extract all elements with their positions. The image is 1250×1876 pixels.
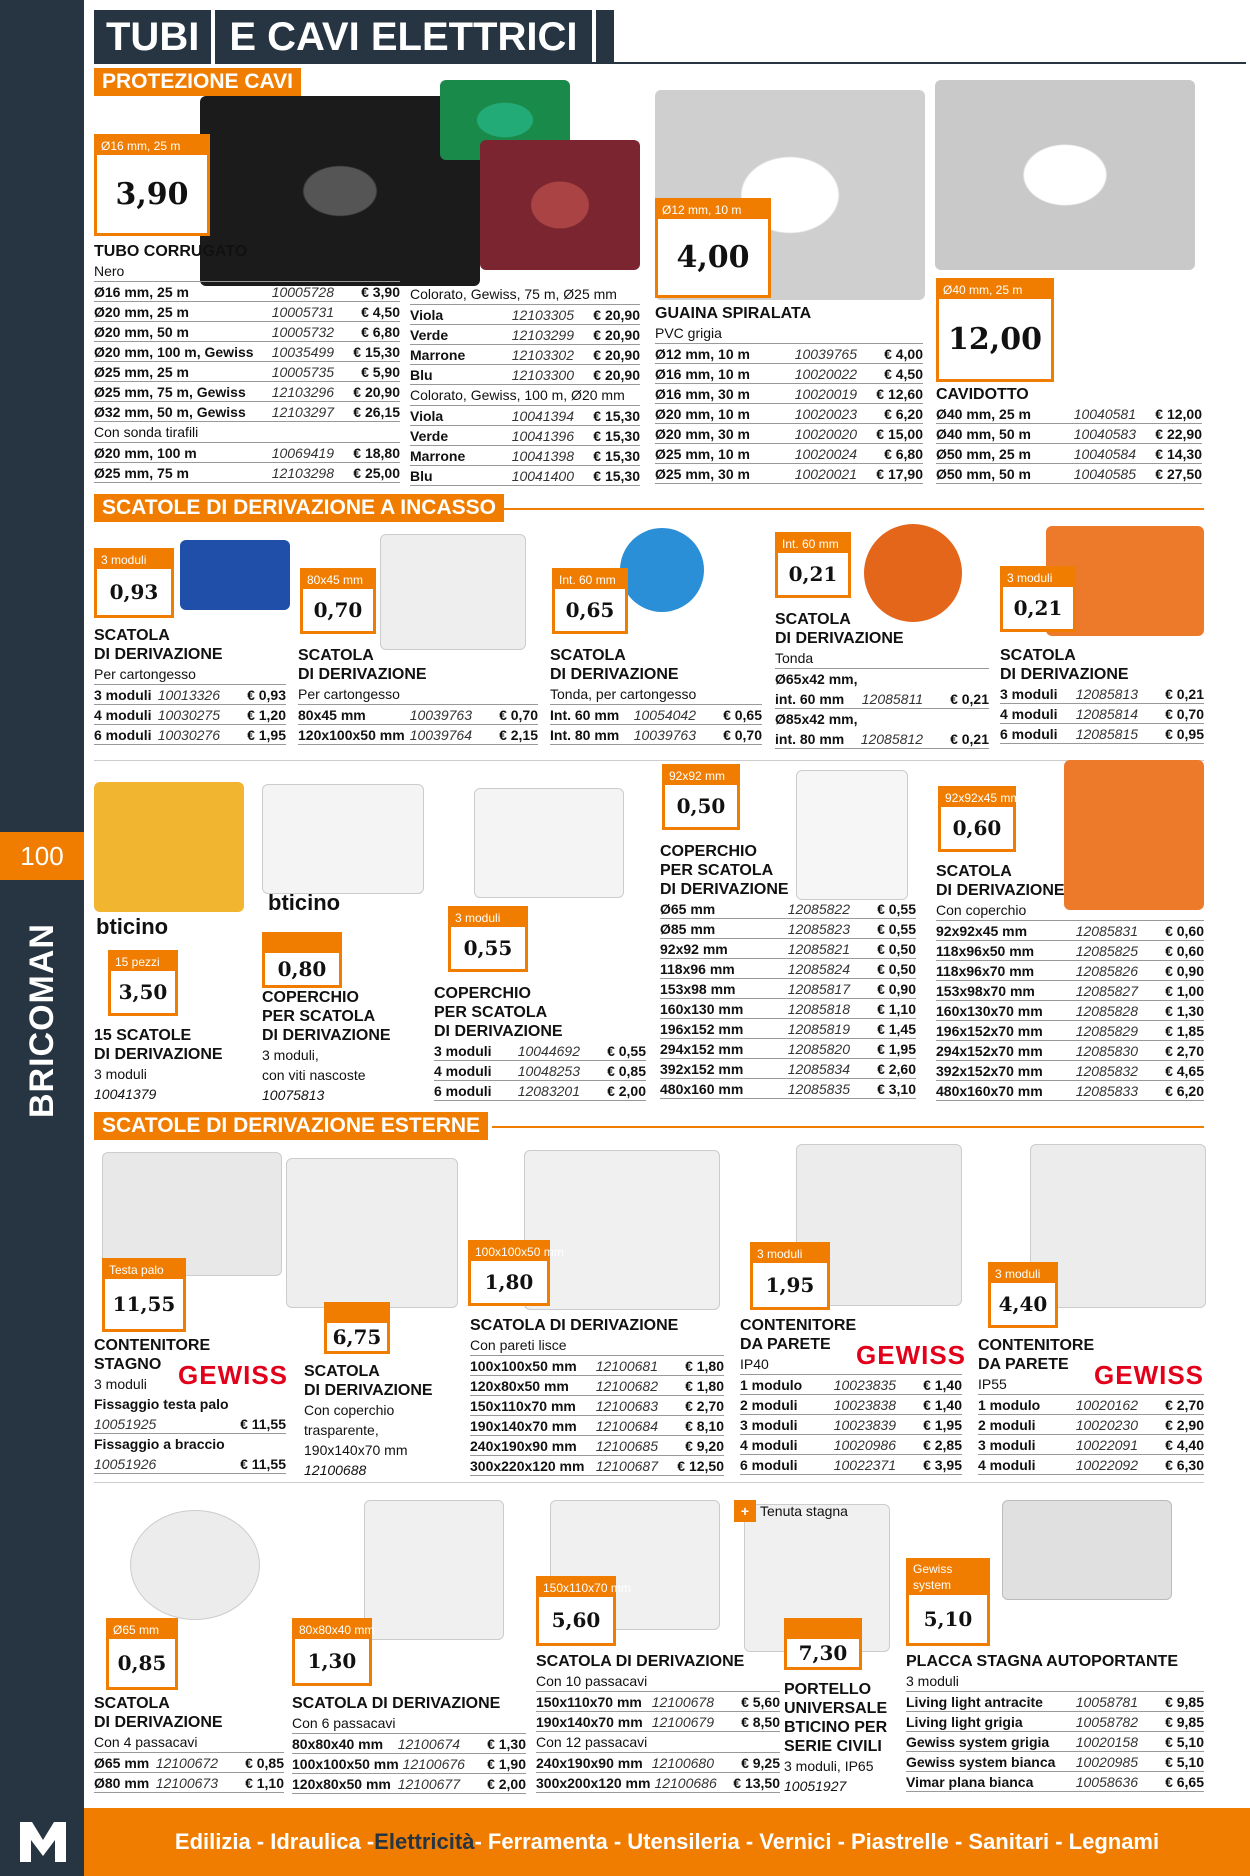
scatola-6-passacavi-block: SCATOLA DI DERIVAZIONE Con 6 passacavi 80x80x40 mm 12100674 € 1,30 100x100x50 mm 12100676 € 1,90 120x80x50 mm 12100677 € 2,00 — [292, 1694, 526, 1794]
price-tag: 3 moduli 0,21 — [1000, 566, 1076, 632]
price-tag: Ø12 mm, 10 m 4,00 — [655, 198, 771, 298]
coperchio-3-block: COPERCHIO PER SCATOLA DI DERIVAZIONE Ø65 mm 12085822 € 0,55 Ø85 mm 12085823 € 0,55 92x92 mm 12085821 € 0,50 118x96 mm 12085824 € 0,50 153x98 mm 12085817 € 0,90 160x130 mm 12085818 € 1,10 196x152 mm 12085819 € 1,45 294x152 mm 12085820 € 1,95 392x152 mm 12085834 € 2,60 480x160 mm 12085835 € 3,10 — [660, 842, 916, 1099]
contenitore-parete-ip55-block: CONTENITORE DA PARETE IP55 1 modulo 10020162 € 2,70 2 moduli 10020230 € 2,90 3 moduli 10022091 € 4,40 4 moduli 10022092 € 6,30 — [978, 1336, 1204, 1475]
gewiss-logo: GEWISS — [1094, 1360, 1205, 1390]
section-protezione-cavi: PROTEZIONE CAVI — [94, 68, 301, 96]
scatola-pareti-lisce-block: SCATOLA DI DERIVAZIONE Con pareti lisce 100x100x50 mm 12100681 € 1,80 120x80x50 mm 12100682 € 1,80 150x110x70 mm 12100683 € 2,70 190x140x70 mm 12100684 € 8,10 240x190x90 mm 12100685 € 9,20 300x220x120 mm 12100687 € 12,50 — [470, 1316, 724, 1476]
smooth-box-image — [524, 1150, 720, 1310]
price-tag: Int. 60 mm 0,65 — [552, 568, 628, 634]
cover-image — [474, 788, 624, 898]
section-esterne: SCATOLE DI DERIVAZIONE ESTERNE — [94, 1112, 488, 1140]
price-tag: Testa palo 11,55 — [102, 1258, 186, 1332]
transparent-box-image — [286, 1158, 458, 1308]
price-tag: Ø16 mm, 25 m 3,90 — [94, 134, 210, 236]
price-tag: 80x45 mm 0,70 — [300, 568, 376, 634]
price-tag: 3 moduli 0,55 — [448, 906, 528, 972]
round-orange-box-image — [864, 524, 962, 622]
white-box-image — [380, 534, 526, 650]
cavidotto-block: CAVIDOTTO Ø40 mm, 25 m 10040581 € 12,00 Ø40 mm, 50 m 10040583 € 22,90 Ø50 mm, 25 m 10040584 € 14,30 Ø50 mm, 50 m 10040585 € 27,50 — [936, 385, 1202, 484]
price-tag: 15 pezzi 3,50 — [108, 950, 178, 1016]
placca-stagna-block: PLACCA STAGNA AUTOPORTANTE 3 moduli Living light antracite 10058781 € 9,85 Living light grigia 10058782 € 9,85 Gewiss system grigia 10020158 € 5,10 Gewiss system bianca 10020985 € 5,10 Vimar plana bianca 10058636 € 6,65 — [906, 1652, 1204, 1792]
scatola-inc1-block: SCATOLA DI DERIVAZIONE Per cartongesso 3 moduli 10013326 € 0,93 4 moduli 10030275 € 1,20 6 moduli 10030276 € 1,95 — [94, 626, 286, 745]
price-tag: 92x92x45 mm 0,60 — [938, 786, 1016, 852]
page-number: 100 — [0, 832, 84, 880]
scatola-tonda-block: SCATOLA DI DERIVAZIONE Con 4 passacavi Ø65 mm 12100672 € 0,85 Ø80 mm 12100673 € 1,10 — [94, 1694, 284, 1793]
page-title: TUBI E CAVI ELETTRICI — [94, 10, 614, 64]
tubo-colorato-block: Colorato, Gewiss, 75 m, Ø25 mm Viola 12103305 € 20,90 Verde 12103299 € 20,90 Marrone 12103302 € 20,90 Blu 12103300 € 20,90 Colorato, Gewiss, 100 m, Ø20 mm Viola 10041394 € 15,30 Verde 10041396 € 15,30 Marrone 10041398 € 15,30 Blu 10041400 € 15,30 — [410, 284, 640, 486]
plus-icon: + — [734, 1500, 756, 1522]
contenitore-parete-ip40-block: CONTENITORE DA PARETE IP40 1 modulo 10023835 € 1,40 2 moduli 10023838 € 1,40 3 moduli 10023839 € 1,95 4 moduli 10020986 € 2,85 6 moduli 10022371 € 3,95 — [740, 1316, 962, 1475]
section-incasso: SCATOLE DI DERIVAZIONE A INCASSO — [94, 494, 504, 522]
gewiss-logo: GEWISS — [856, 1340, 967, 1370]
guaina-spiralata-block: GUAINA SPIRALATA PVC grigia Ø12 mm, 10 m 10039765 € 4,00 Ø16 mm, 10 m 10020022 € 4,50 Ø16 mm, 30 m 10020019 € 12,60 Ø20 mm, 10 m 10020023 € 6,20 Ø20 mm, 30 m 10020020 € 15,00 Ø25 mm, 10 m 10020024 € 6,80 Ø25 mm, 30 m 10020021 € 17,90 — [655, 304, 923, 484]
price-tag: 7,30 — [784, 1618, 862, 1670]
scatola-inc2-block: SCATOLA DI DERIVAZIONE Per cartongesso 80x45 mm 10039763 € 0,70 120x100x50 mm 10039764 € 2,15 — [298, 646, 538, 745]
price-tag: Int. 60 mm 0,21 — [775, 532, 851, 598]
cavidotto-image — [935, 80, 1195, 270]
price-tag: Ø40 mm, 25 m 12,00 — [936, 278, 1054, 382]
scatola-coperchio-block: SCATOLA DI DERIVAZIONE Con coperchio 92x92x45 mm 12085831 € 0,60 118x96x50 mm 12085825 € 0,60 118x96x70 mm 12085826 € 0,90 153x98x70 mm 12085827 € 1,00 160x130x70 mm 12085828 € 1,30 196x152x70 mm 12085829 € 1,85 294x152x70 mm 12085830 € 2,70 392x152x70 mm 12085832 € 4,65 480x160x70 mm 12085833 € 6,20 — [936, 862, 1204, 1101]
m-logo-icon — [14, 1812, 72, 1870]
price-tag: 150x110x70 mm 5,60 — [536, 1576, 616, 1646]
price-tag: 80x80x40 mm 1,30 — [292, 1618, 372, 1686]
portello-block: PORTELLO UNIVERSALE BTICINO PER SERIE CIVILI 3 moduli, IP65 10051927 — [784, 1681, 888, 1794]
yellow-box-image — [94, 782, 244, 912]
scatola-inc4-block: SCATOLA DI DERIVAZIONE Tonda Ø65x42 mm, int. 60 mm 12085811 € 0,21 Ø85x42 mm, int. 80 mm 12085812 € 0,21 — [775, 610, 989, 749]
price-tag: Ø65 mm 0,85 — [106, 1618, 178, 1690]
price-tag: 3 moduli 4,40 — [988, 1262, 1058, 1328]
coperchio-1-block: COPERCHIO PER SCATOLA DI DERIVAZIONE 3 moduli, con viti nascoste 10075813 — [262, 989, 391, 1103]
price-tag: 100x100x50 mm 1,80 — [468, 1240, 550, 1306]
red-tube-image — [480, 140, 640, 270]
price-tag: 3 moduli 1,95 — [750, 1242, 830, 1310]
footer-categories: Edilizia - Idraulica - Elettricità - Ferramenta - Utensileria - Vernici - Piastrelle - Sanitari - Legnami — [84, 1808, 1250, 1876]
scatola-10-passacavi-block: SCATOLA DI DERIVAZIONE Con 10 passacavi 150x110x70 mm 12100678 € 5,60 190x140x70 mm 12100679 € 8,50 Con 12 passacavi 240x190x90 mm 12100680 € 9,25 300x200x120 mm 12100686 € 13,50 — [536, 1652, 780, 1793]
contenitore-stagno-block: CONTENITORE STAGNO 3 moduli Fissaggio testa palo 10051925 € 11,55 Fissaggio a braccio 10051926 € 11,55 — [94, 1336, 286, 1474]
coperchio-2-block: COPERCHIO PER SCATOLA DI DERIVAZIONE 3 moduli 10044692 € 0,55 4 moduli 10048253 € 0,85 6 moduli 12083201 € 2,00 — [434, 984, 646, 1101]
price-tag: 3 moduli 0,93 — [94, 548, 174, 618]
gewiss-logo: GEWISS — [178, 1360, 289, 1390]
scatola-inc3-block: SCATOLA DI DERIVAZIONE Tonda, per cartongesso Int. 60 mm 10054042 € 0,65 Int. 80 mm 10039763 € 0,70 — [550, 646, 762, 745]
price-tag: 92x92 mm 0,50 — [662, 764, 740, 830]
scatola-trasparente-block: SCATOLA DI DERIVAZIONE Con coperchio trasparente, 190x140x70 mm 12100688 — [304, 1363, 433, 1478]
price-tag: 0,80 — [262, 932, 342, 988]
box-6-glands-image — [364, 1500, 504, 1640]
round-blue-box-image — [620, 528, 704, 612]
round-box-image — [130, 1510, 260, 1620]
scatola-inc5-block: SCATOLA DI DERIVAZIONE 3 moduli 12085813 € 0,21 4 moduli 12085814 € 0,70 6 moduli 12085815 € 0,95 — [1000, 646, 1204, 744]
scatole-15-block: 15 SCATOLE DI DERIVAZIONE 3 moduli 10041379 — [94, 1027, 223, 1102]
placca-image — [1002, 1500, 1172, 1600]
title-rule — [588, 62, 1246, 64]
tenuta-stagna-badge: + Tenuta stagna — [734, 1500, 848, 1522]
bticino-logo: bticino — [96, 914, 169, 939]
cover-image — [262, 784, 424, 894]
brand-logo: BRICOMAN — [22, 922, 61, 1118]
blue-box-image — [180, 540, 290, 610]
price-tag: Gewiss system 5,10 — [906, 1558, 990, 1646]
tubo-corrugato-block: TUBO CORRUGATO Nero Ø16 mm, 25 m 10005728 € 3,90 Ø20 mm, 25 m 10005731 € 4,50 Ø20 mm, 50 m 10005732 € 6,80 Ø20 mm, 100 m, Gewiss 10035499 € 15,30 Ø25 mm, 25 m 10005735 € 5,90 Ø25 mm, 75 m, Gewiss 12103296 € 20,90 Ø32 mm, 50 m, Gewiss 12103297 € 26,15 Con sonda tirafili Ø20 mm, 100 m 10069419 € 18,80 Ø25 mm, 75 m 12103298 € 25,00 — [94, 242, 400, 483]
price-tag: 6,75 — [324, 1302, 390, 1354]
bticino-logo: bticino — [268, 890, 341, 915]
